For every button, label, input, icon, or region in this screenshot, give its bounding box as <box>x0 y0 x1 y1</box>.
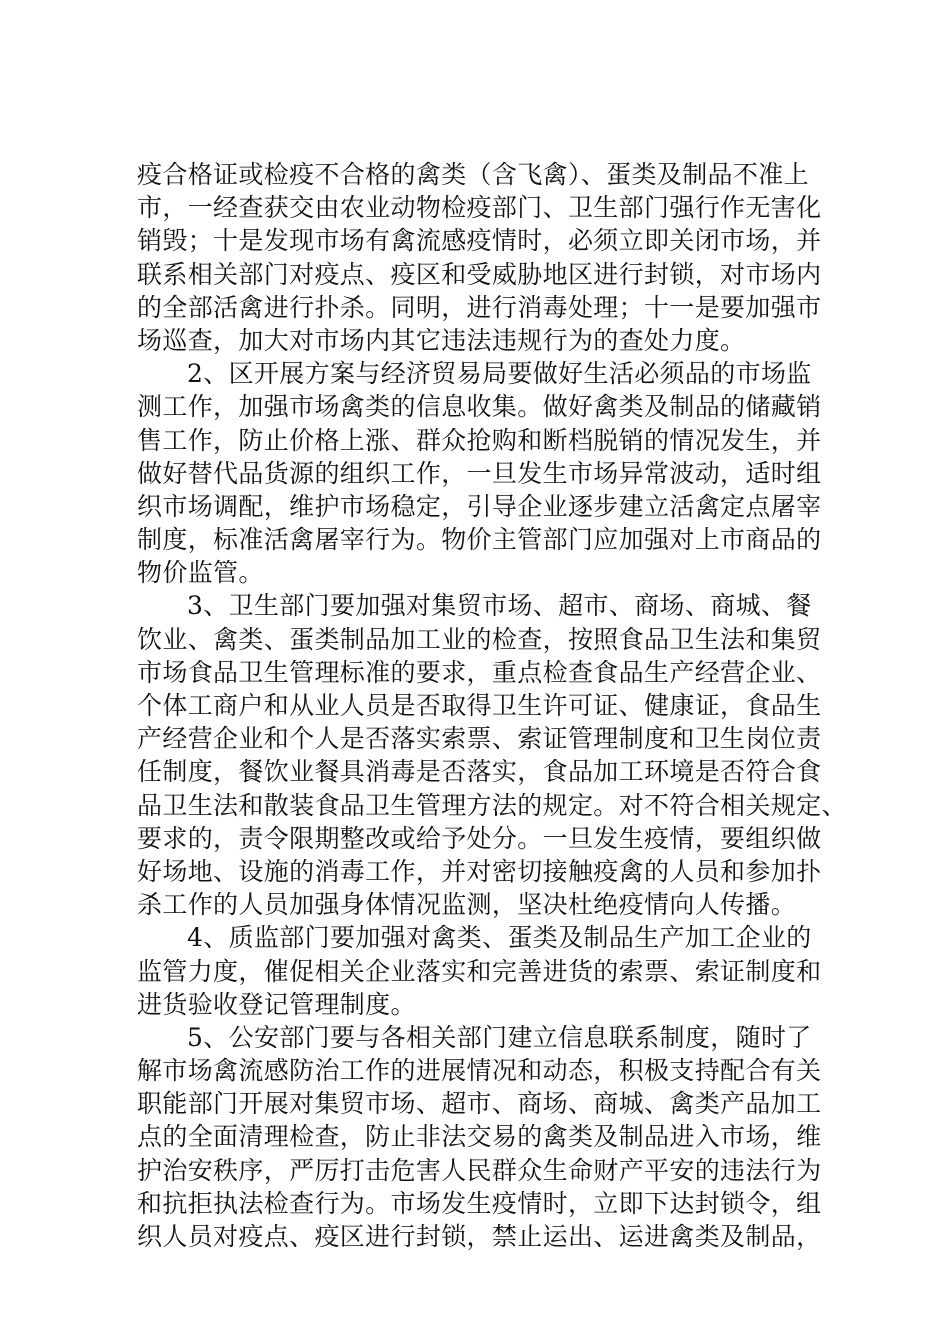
text-line: 织市场调配，维护市场稳定，引导企业逐步建立活禽定点屠宰 <box>137 491 822 521</box>
text-line: 进货验收登记管理制度。 <box>137 989 416 1019</box>
document-body-text <box>137 158 847 1253</box>
text-line: 杀工作的人员加强身体情况监测，坚决杜绝疫情向人传播。 <box>137 890 797 920</box>
text-line: 售工作，防止价格上涨、群众抢购和断档脱销的情况发生，并 <box>137 425 822 455</box>
text-line: 好场地、设施的消毒工作，并对密切接触疫禽的人员和参加扑 <box>137 856 822 886</box>
text-line: 织人员对疫点、疫区进行封锁，禁止运出、运进禽类及制品， <box>137 1222 822 1251</box>
text-line: 和抗拒执法检查行为。市场发生疫情时，立即下达封锁令，组 <box>137 1188 822 1218</box>
text-line: 职能部门开展对集贸市场、超市、商场、商城、禽类产品加工 <box>137 1089 822 1119</box>
text-line: 制度，标准活禽屠宰行为。物价主管部门应加强对上市商品的 <box>137 525 822 555</box>
text-line: 疫合格证或检疫不合格的禽类（含飞禽）、蛋类及制品不准上 <box>137 160 809 189</box>
text-line: 饮业、禽类、蛋类制品加工业的检查，按照食品卫生法和集贸 <box>137 624 822 654</box>
text-line: 市场食品卫生管理标准的要求，重点检查食品生产经营企业、 <box>137 657 822 687</box>
text-line: 监管力度，催促相关企业落实和完善进货的索票、索证制度和 <box>137 956 822 986</box>
text-line: 要求的，责令限期整改或给予处分。一旦发生疫情，要组织做 <box>137 823 822 853</box>
text-line: 解市场禽流感防治工作的进展情况和动态，积极支持配合有关 <box>137 1056 822 1086</box>
text-line: 测工作，加强市场禽类的信息收集。做好禽类及制品的储藏销 <box>137 392 822 422</box>
text-line: 个体工商户和从业人员是否取得卫生许可证、健康证，食品生 <box>137 691 822 720</box>
text-line: 护治安秩序，严厉打击危害人民群众生命财产平安的违法行为 <box>137 1155 822 1185</box>
text-line: 产经营企业和个人是否落实索票、索证管理制度和卫生岗位责 <box>137 724 822 754</box>
text-line: 点的全面清理检查，防止非法交易的禽类及制品进入市场，维 <box>137 1122 822 1152</box>
text-line: 联系相关部门对疫点、疫区和受威胁地区进行封锁，对市场内 <box>137 259 822 289</box>
text-line: 场巡查，加大对市场内其它违法违规行为的查处力度。 <box>137 325 746 355</box>
text-line: 物价监管。 <box>137 558 264 588</box>
text-line: 任制度，餐饮业餐具消毒是否落实，食品加工环境是否符合食 <box>137 757 822 787</box>
text-line: 品卫生法和散装食品卫生管理方法的规定。对不符合相关规定、 <box>137 790 847 820</box>
text-line: 做好替代品货源的组织工作，一旦发生市场异常波动，适时组 <box>137 458 822 488</box>
paragraph-first-line: 2、区开展方案与经济贸易局要做好生活必须品的市场监 <box>187 359 812 389</box>
paragraph-first-line: 3、卫生部门要加强对集贸市场、超市、商场、商城、餐 <box>187 591 812 621</box>
text-line: 市，一经查获交由农业动物检疫部门、卫生部门强行作无害化 <box>137 193 822 223</box>
paragraph-first-line: 5、公安部门要与各相关部门建立信息联系制度，随时了 <box>187 1022 812 1052</box>
paragraph-first-line: 4、质监部门要加强对禽类、蛋类及制品生产加工企业的 <box>187 923 812 953</box>
text-line: 销毁；十是发现市场有禽流感疫情时，必须立即关闭市场，并 <box>137 226 822 256</box>
text-line: 的全部活禽进行扑杀。同明，进行消毒处理；十一是要加强市 <box>137 292 822 322</box>
